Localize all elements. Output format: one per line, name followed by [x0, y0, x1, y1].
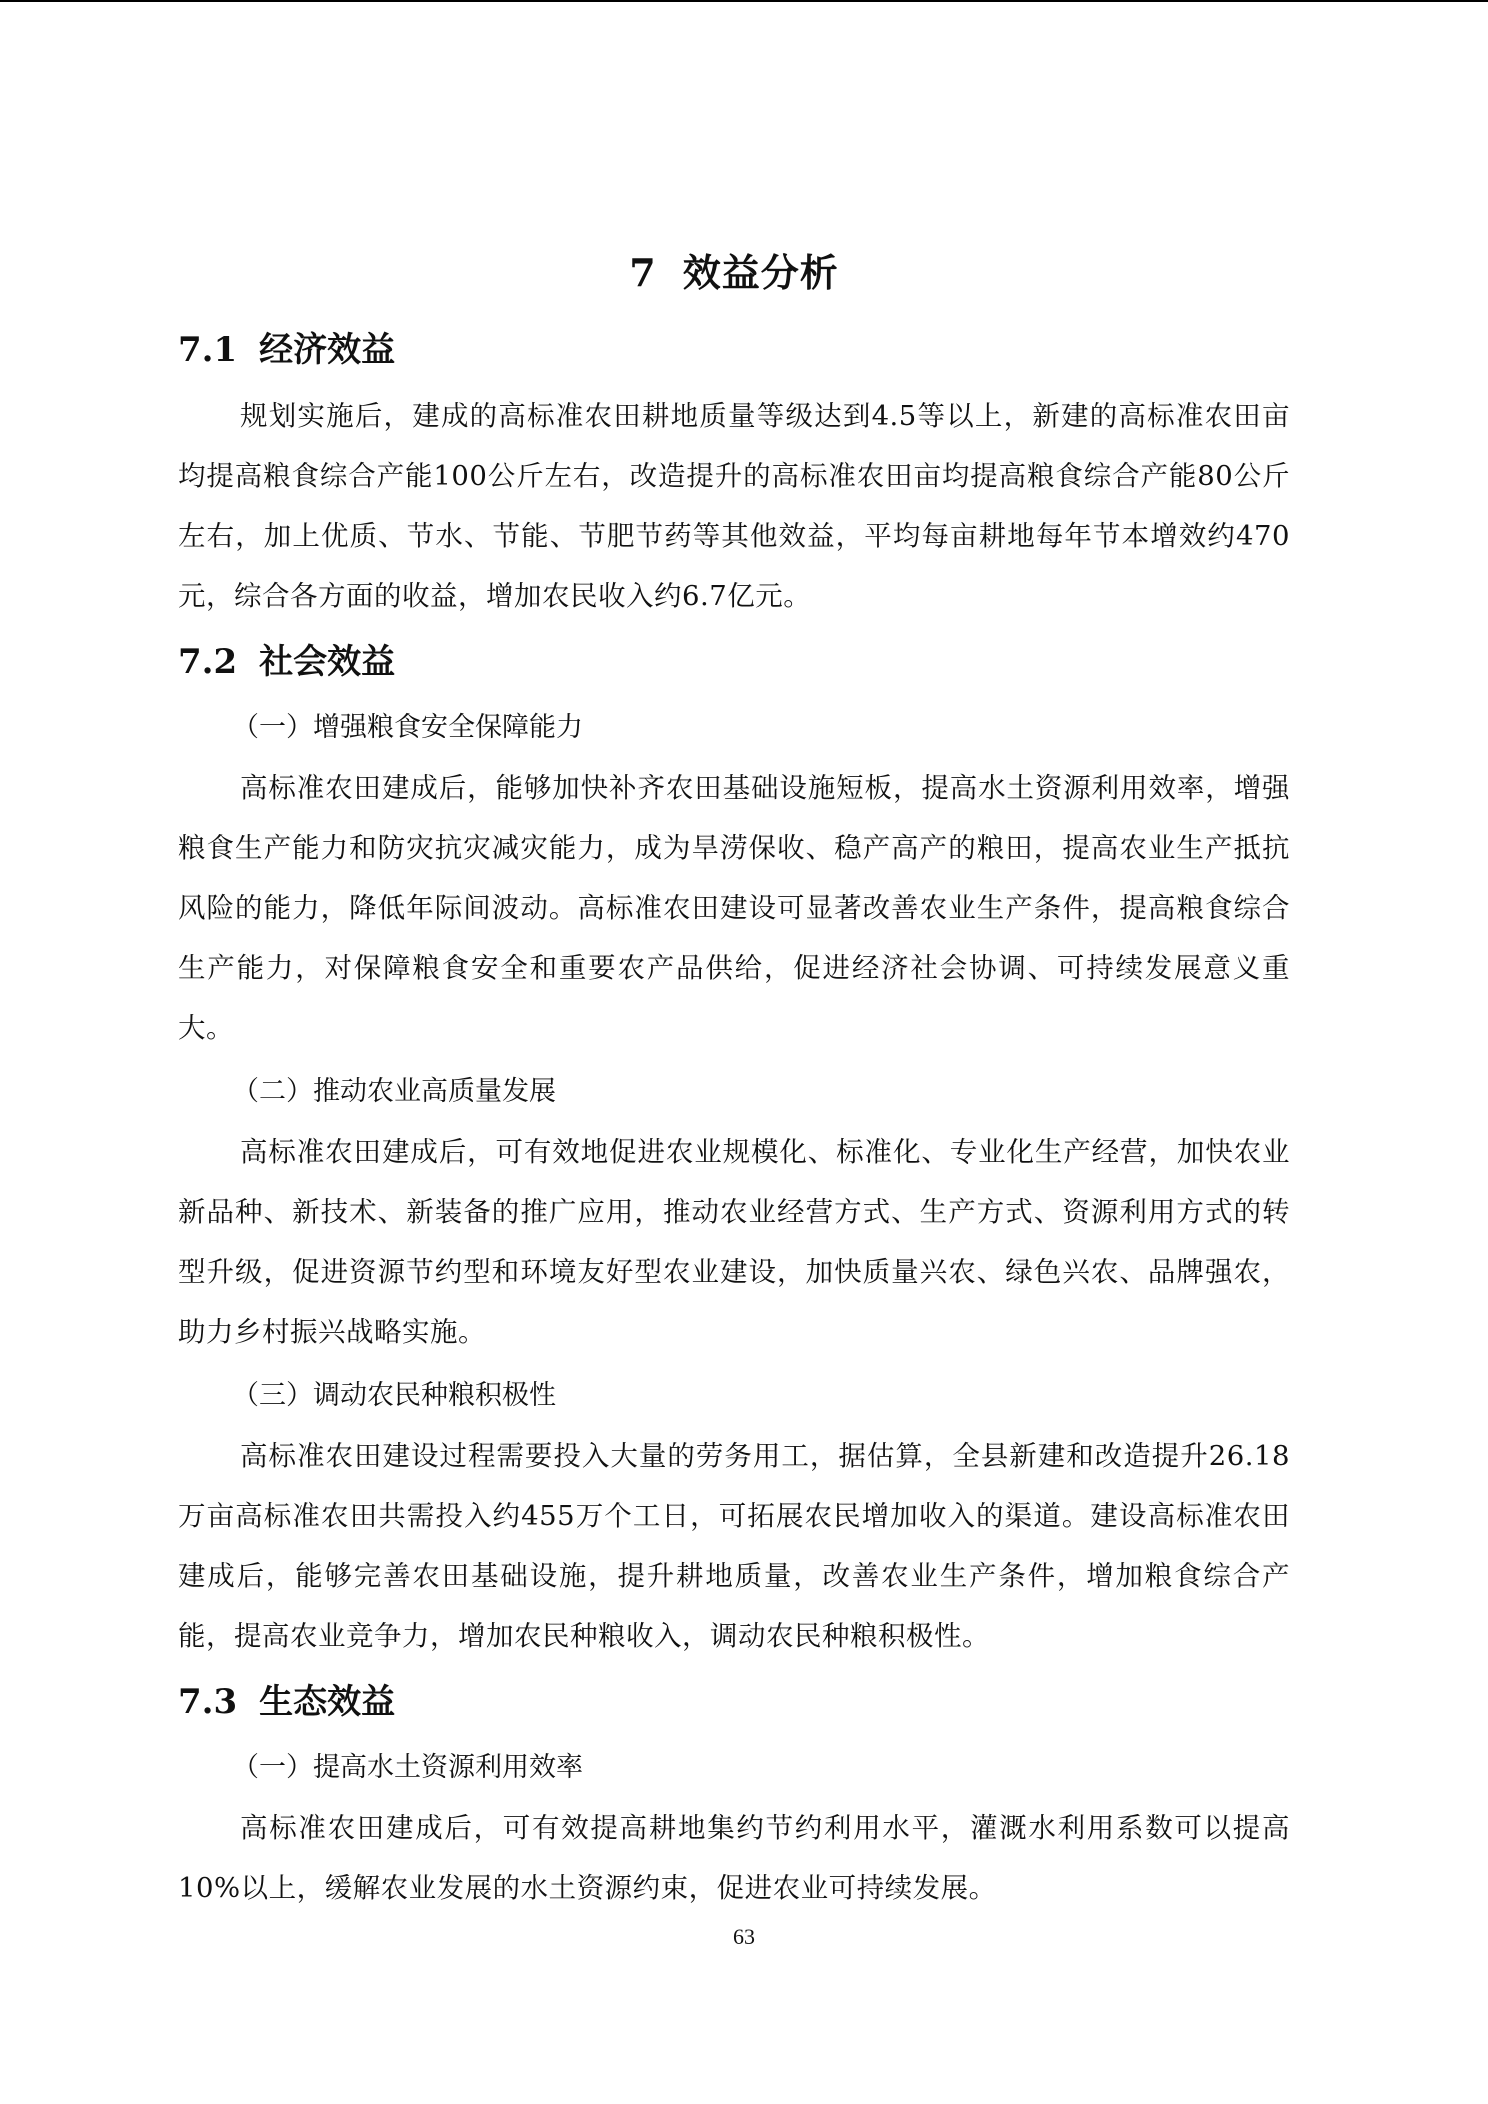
subsection-heading-food-security: （一）增强粮食安全保障能力: [232, 712, 583, 743]
section-number: 7.1: [178, 330, 238, 370]
section-title-text: 生态效益: [259, 1682, 396, 1722]
section-number: 7.3: [178, 1682, 238, 1722]
economic-benefit-paragraph: 规划实施后，建成的高标准农田耕地质量等级达到4.5等以上，新建的高标准农田亩均提高粮食综合产能100公斤左右，改造提升的高标准农田亩均提高粮食综合产能80公斤左右，加上优质、节水、节能、节肥节药等其他效益，平均每亩耕地每年节本增效约470元，综合各方面的收益，增加农民收入约6.7亿元。: [178, 400, 1290, 612]
subsection-heading-water-soil: （一）提高水土资源利用效率: [232, 1752, 583, 1783]
section-title-text: 经济效益: [259, 330, 396, 370]
chapter-number: 7: [629, 250, 657, 295]
chapter-title: [178, 236, 1290, 310]
section-title-7-2: [178, 630, 1290, 694]
section-title-7-1: [178, 318, 1290, 382]
section-title-text: 社会效益: [259, 642, 396, 682]
subsection-heading-agri-development: （二）推动农业高质量发展: [232, 1076, 556, 1107]
agri-development-paragraph: 高标准农田建成后，可有效地促进农业规模化、标准化、专业化生产经营，加快农业新品种、新技术、新装备的推广应用，推动农业经营方式、生产方式、资源利用方式的转型升级，促进资源节约型和环境友好型农业建设，加快质量兴农、绿色兴农、品牌强农，助力乡村振兴战略实施。: [178, 1136, 1290, 1348]
chapter-title-text: 效益分析: [682, 250, 839, 295]
document-page: [178, 236, 1290, 1922]
water-soil-paragraph: 高标准农田建成后，可有效提高耕地集约节约利用水平，灌溉水利用系数可以提高10%以上，缓解农业发展的水土资源约束，促进农业可持续发展。: [178, 1812, 1290, 1904]
food-security-paragraph: 高标准农田建成后，能够加快补齐农田基础设施短板，提高水土资源利用效率，增强粮食生产能力和防灾抗灾减灾能力，成为旱涝保收、稳产高产的粮田，提高农业生产抵抗风险的能力，降低年际间波动。高标准农田建设可显著改善农业生产条件，提高粮食综合生产能力，对保障粮食安全和重要农产品供给，促进经济社会协调、可持续发展意义重大。: [178, 772, 1290, 1044]
section-title-7-3: [178, 1670, 1290, 1734]
page-number: 63: [733, 1924, 755, 1949]
farmer-motivation-paragraph: 高标准农田建设过程需要投入大量的劳务用工，据估算，全县新建和改造提升26.18万亩高标准农田共需投入约455万个工日，可拓展农民增加收入的渠道。建设高标准农田建成后，能够完善农田基础设施，提升耕地质量，改善农业生产条件，增加粮食综合产能，提高农业竞争力，增加农民种粮收入，调动农民种粮积极性。: [178, 1440, 1290, 1652]
section-number: 7.2: [178, 642, 238, 682]
top-border-line: [0, 0, 1488, 2]
subsection-heading-farmer-motivation: （三）调动农民种粮积极性: [232, 1380, 556, 1411]
